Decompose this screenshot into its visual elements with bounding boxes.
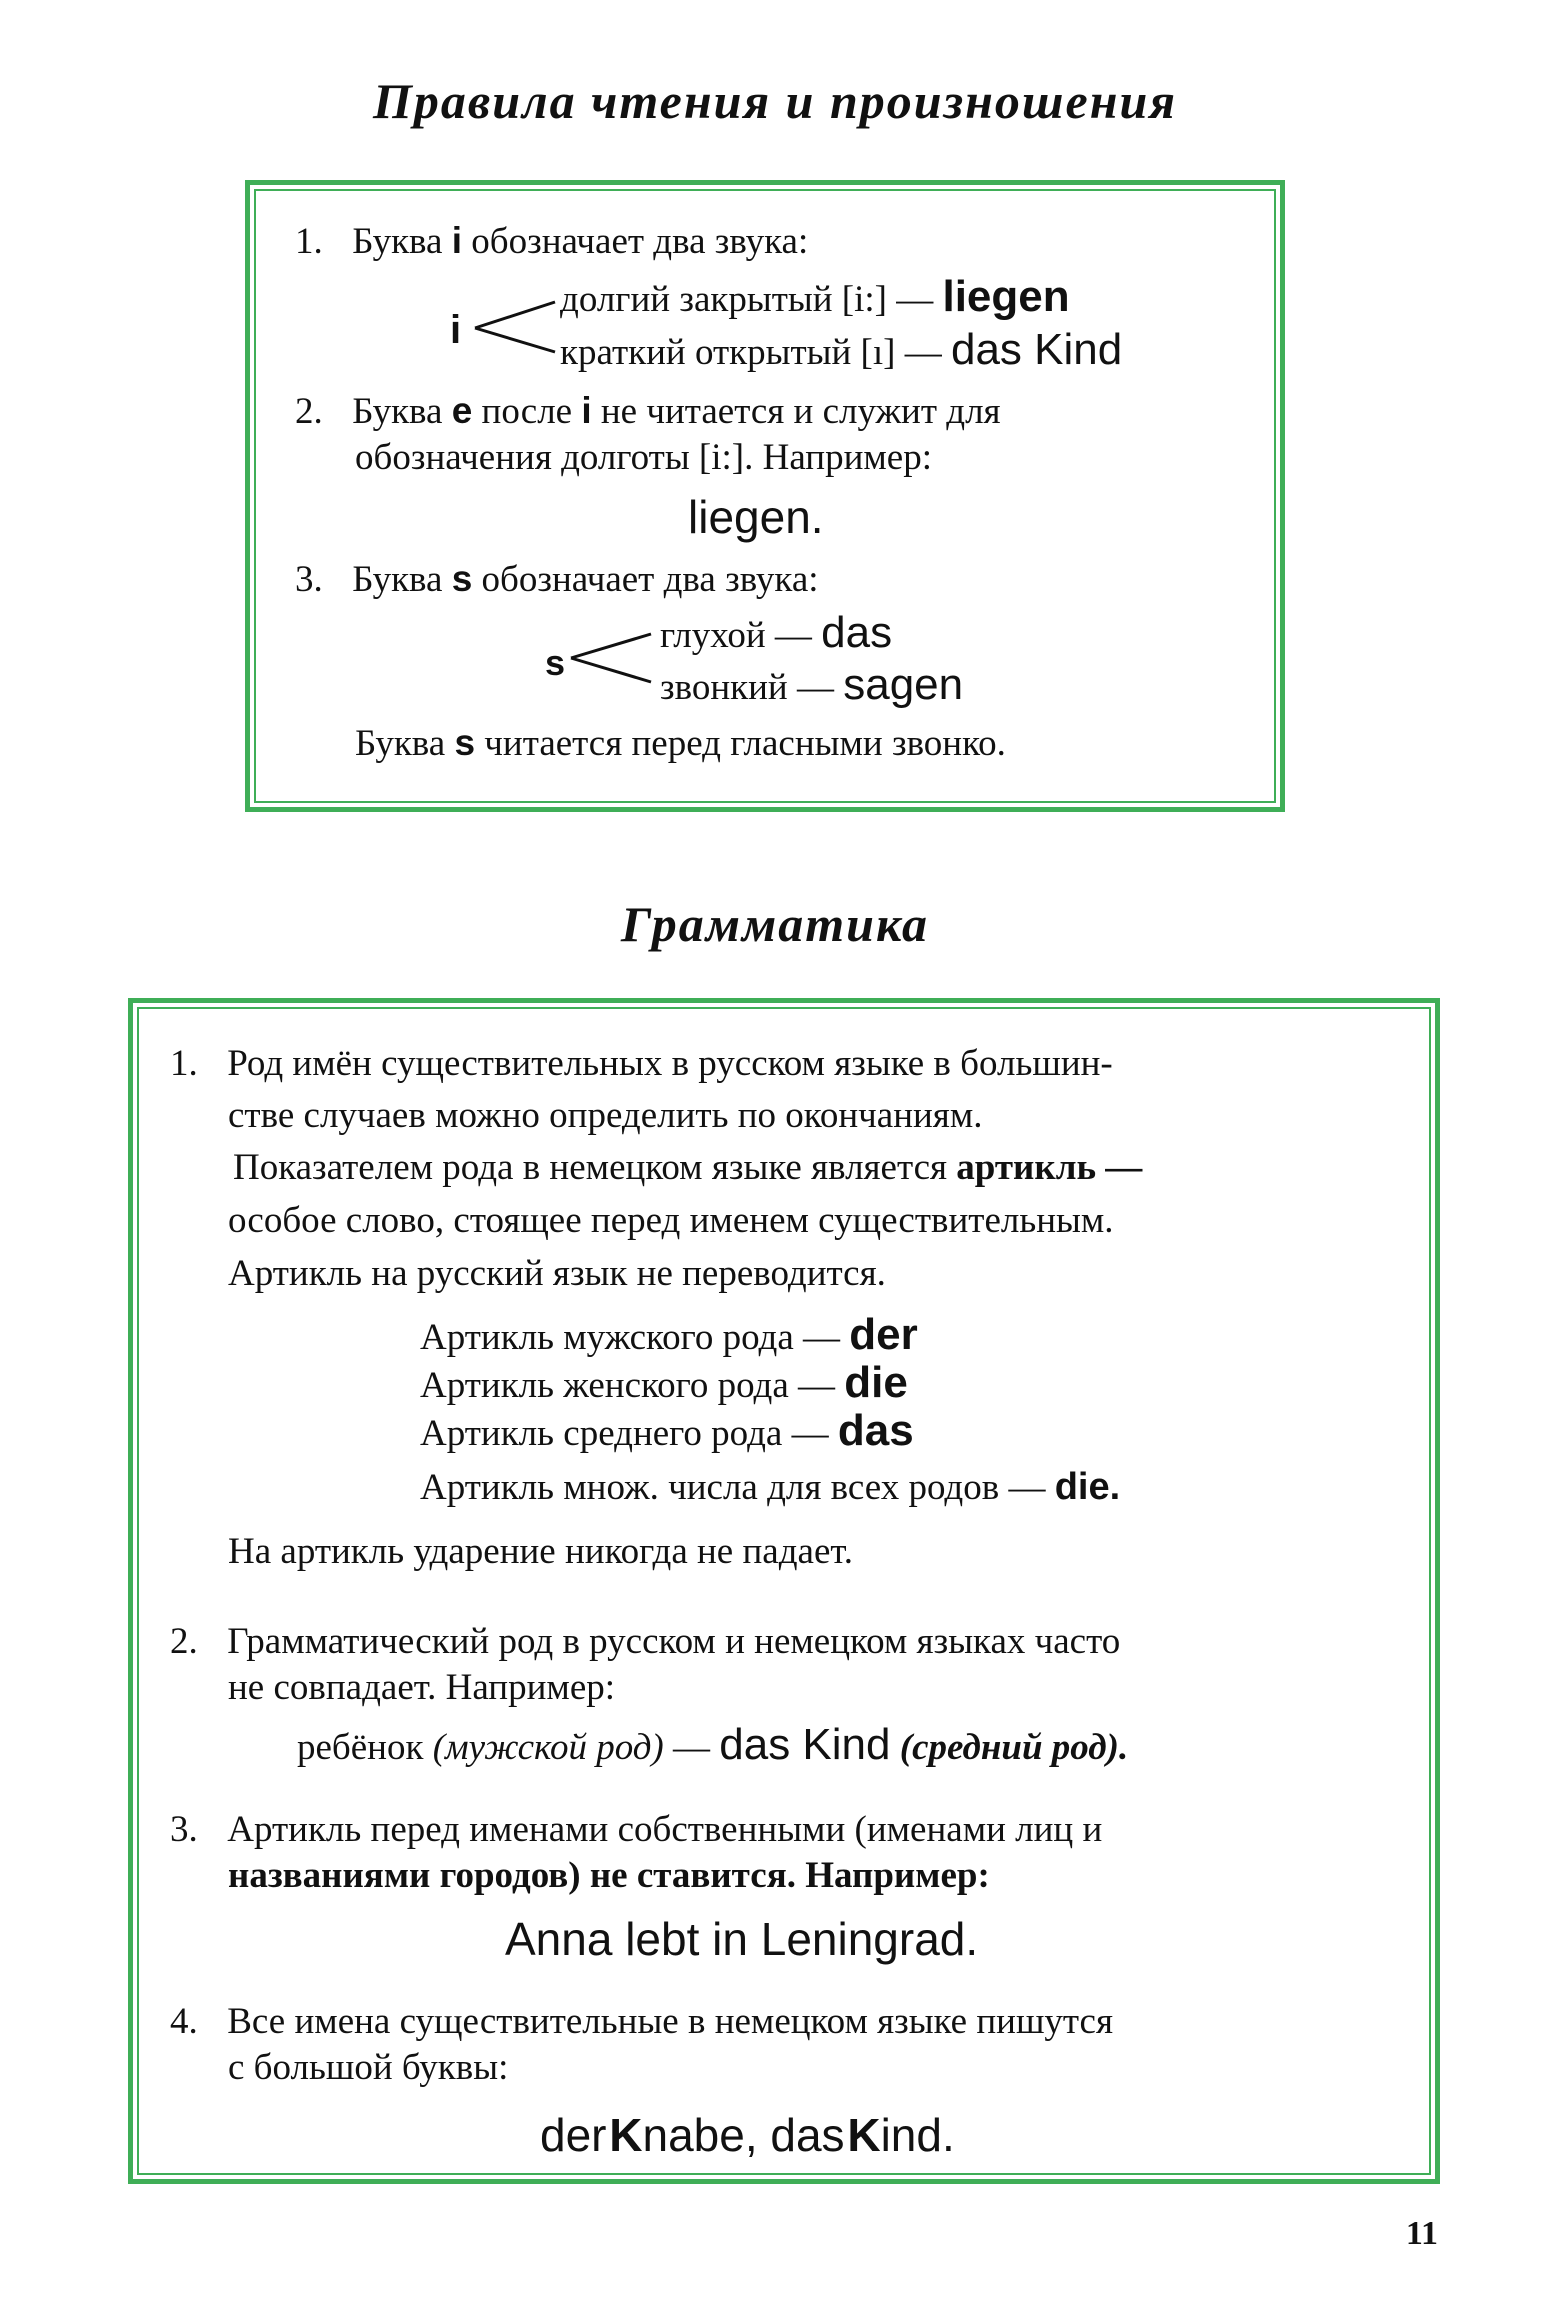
short-sound-line [560, 325, 1122, 375]
article-value: der [849, 1310, 918, 1359]
rule-text: Буква [352, 221, 443, 262]
sound-description: звонкий — [660, 667, 834, 708]
item-text: Род имён существительных в русском языке в большин- [227, 1043, 1113, 1084]
rule-text: Буква [352, 559, 443, 600]
dash: — [673, 1727, 711, 1768]
article-masculine [420, 1310, 918, 1360]
reading-rule-2-example: liegen. [688, 491, 824, 543]
grammar-title: Грамматика [620, 896, 930, 952]
grammar-item-3-line2: названиями городов) не ставится. Например: [228, 1855, 990, 1896]
rule-text: не читается и служит для [600, 391, 1001, 432]
russian-example: ребёнок [297, 1727, 424, 1768]
grammar-item-1-stress: На артикль ударение никогда не падает. [228, 1531, 854, 1572]
grammar-item-2-example [297, 1720, 1128, 1770]
article-label: Артикль женского рода — [420, 1365, 836, 1406]
fork-letter-s: s [545, 642, 566, 683]
german-example: nabe, das [642, 2109, 845, 2161]
branch-fork-icon [470, 290, 560, 360]
reading-rules-title: Правила чтения и произношения [372, 73, 1178, 129]
rule-letter: s [451, 558, 473, 599]
item-number: 2. [170, 1621, 198, 1662]
rule-letter: e [451, 390, 473, 431]
grammar-item-1-line5: Артикль на русский язык не переводится. [228, 1253, 886, 1294]
sound-description: глухой — [660, 615, 812, 656]
article-neuter [420, 1406, 914, 1456]
long-sound-line [560, 272, 1070, 322]
branch-fork-icon [568, 620, 656, 688]
article-label: Артикль мужского рода — [420, 1317, 841, 1358]
gender-note: (мужской род) [432, 1727, 664, 1768]
item-text: Показателем рода в немецком языке является [233, 1147, 948, 1188]
item-text: Все имена существительные в немецком языке пишутся [227, 2001, 1113, 2042]
rule-number: 3. [295, 559, 323, 600]
grammar-item-3-example: Anna lebt in Leningrad. [505, 1913, 979, 1965]
german-example: das Kind [950, 325, 1123, 374]
reading-rule-3 [295, 558, 819, 601]
fork-letter-i: i [450, 308, 462, 352]
german-example: ind. [880, 2109, 955, 2161]
grammar-item-1-line4: особое слово, стоящее перед именем существительным. [228, 1200, 1114, 1241]
rule-text: обозначает два звука: [481, 559, 819, 600]
capital-letter: K [847, 2109, 881, 2161]
german-example: der [540, 2109, 607, 2161]
article-value: das [837, 1406, 914, 1455]
sound-description: долгий закрытый [i:] — [560, 279, 934, 320]
sound-description: краткий открытый [ı] — [560, 332, 942, 373]
german-example: das [821, 608, 893, 657]
article-label: Артикль среднего рода — [420, 1413, 829, 1454]
term-highlight: артикль — [956, 1147, 1143, 1188]
reading-rule-3-note [355, 722, 1006, 765]
voiceless-sound-line [660, 608, 892, 658]
rule-text: после [481, 391, 573, 432]
rule-letter: i [451, 220, 462, 261]
rule-letter: s [454, 722, 476, 763]
rule-text: обозначает два звука: [471, 221, 809, 262]
grammar-item-4-line2: с большой буквы: [228, 2047, 509, 2088]
item-number: 1. [170, 1043, 198, 1084]
reading-rule-2 [295, 390, 1001, 433]
reading-rule-1 [295, 220, 808, 263]
article-feminine [420, 1358, 908, 1408]
article-plural [420, 1466, 1120, 1509]
rule-number: 1. [295, 221, 323, 262]
page-number: 11 [1405, 2215, 1438, 2252]
german-example: sagen [843, 660, 964, 709]
german-example: liegen [942, 272, 1070, 321]
capital-letter: K [609, 2109, 643, 2161]
article-value: die [844, 1358, 908, 1407]
grammar-item-2-line2: не совпадает. Например: [228, 1667, 616, 1708]
grammar-item-1 [170, 1042, 1113, 1085]
grammar-item-4 [170, 2000, 1113, 2043]
grammar-item-2 [170, 1620, 1120, 1663]
gender-note: (средний род). [899, 1727, 1129, 1768]
rule-number: 2. [295, 391, 323, 432]
rule-text: Буква [355, 723, 446, 764]
voiced-sound-line [660, 660, 963, 710]
reading-rule-2-line2: обозначения долготы [i:]. Например: [355, 437, 933, 478]
item-number: 3. [170, 1809, 198, 1850]
article-value: die. [1054, 1466, 1121, 1508]
german-example: das Kind [719, 1720, 891, 1769]
article-label: Артикль множ. числа для всех родов — [420, 1467, 1046, 1508]
grammar-item-1-line3 [233, 1146, 1142, 1189]
grammar-item-4-example [540, 2108, 955, 2162]
item-text: Артикль перед именами собственными (именами лиц и [227, 1809, 1103, 1850]
rule-text: читается перед гласными звонко. [484, 723, 1006, 764]
rule-letter: i [581, 390, 592, 431]
item-text: Грамматический род в русском и немецком языках часто [227, 1621, 1121, 1662]
rule-text: Буква [352, 391, 443, 432]
grammar-item-1-line2: стве случаев можно определить по окончаниям. [228, 1095, 983, 1136]
grammar-item-3 [170, 1808, 1102, 1851]
item-number: 4. [170, 2001, 198, 2042]
